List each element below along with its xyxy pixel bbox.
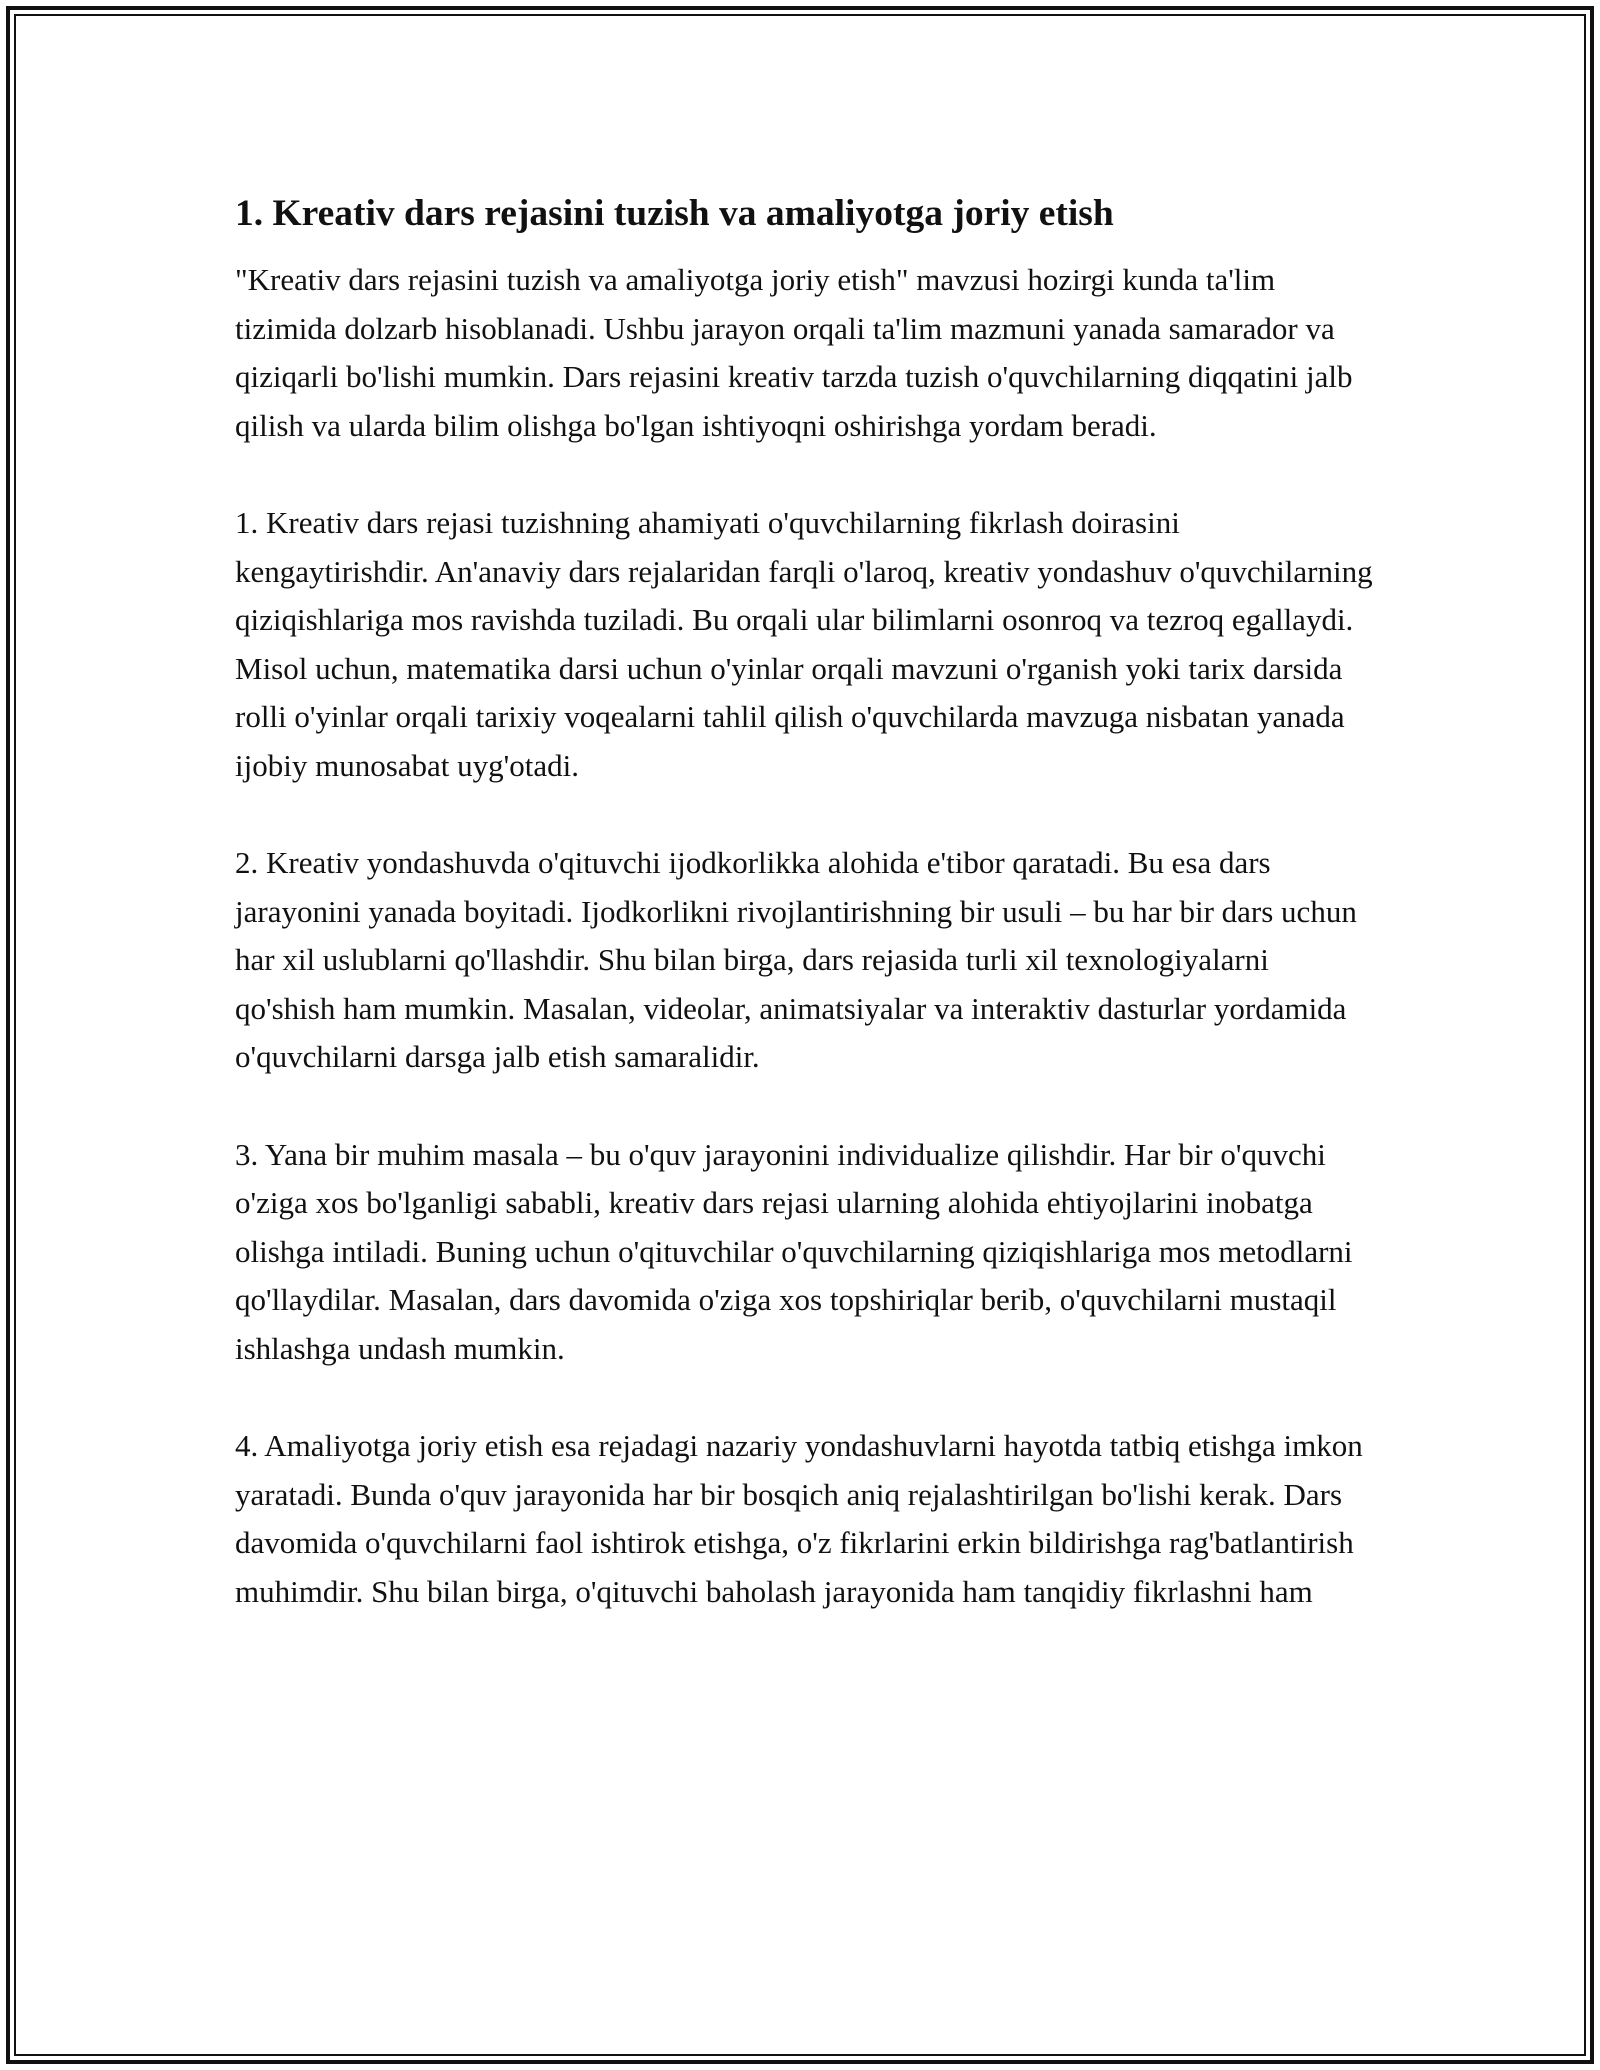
paragraph-intro: "Kreativ dars rejasini tuzish va amaliyotga joriy etish" mavzusi hozirgi kunda ta'lim tizimida dolzarb hisoblanadi. Ushbu jarayon orqali ta'lim mazmuni yanada samarador va qiziqarli bo'lishi mumkin. Dars rejasini kreativ tarzda tuzish o'quvchilarning diqqatini jalb qilish va ularda bilim olishga bo'lgan ishtiyoqni oshirishga yordam beradi. — [235, 262, 1353, 443]
document-body — [235, 186, 1375, 1665]
paragraph-1: 1. Kreativ dars rejasi tuzishning ahamiyati o'quvchilarning fikrlash doirasini kengaytirishdir. An'anaviy dars rejalaridan farqli o'laroq, kreativ yondashuv o'quvchilarning qiziqishlariga mos ravishda tuziladi. Bu orqali ular bilimlarni osonroq va tezroq egallaydi. Misol uchun, matematika darsi uchun o'yinlar orqali mavzuni o'rganish yoki tarix darsida rolli o'yinlar orqali tarixiy voqealarni tahlil qilish o'quvchilarda mavzuga nisbatan yanada ijobiy munosabat uyg'otadi. — [235, 505, 1373, 783]
paragraph-3: 3. Yana bir muhim masala – bu o'quv jarayonini individualize qilishdir. Har bir o'quvchi o'ziga xos bo'lganligi sababli, kreativ dars rejasi ularning alohida ehtiyojlarini inobatga olishga intiladi. Buning uchun o'qituvchilar o'quvchilarning qiziqishlariga mos metodlarni qo'llaydilar. Masalan, dars davomida o'ziga xos topshiriqlar berib, o'quvchilarni mustaqil ishlashga undash mumkin. — [235, 1136, 1353, 1366]
document-title: 1. Kreativ dars rejasini tuzish va amaliyotga joriy etish — [235, 193, 1114, 234]
paragraph-2: 2. Kreativ yondashuvda o'qituvchi ijodkorlikka alohida e'tibor qaratadi. Bu esa dars jarayonini yanada boyitadi. Ijodkorlikni rivojlantirishning bir usuli – bu har bir dars uchun har xil uslublarni qo'llashdir. Shu bilan birga, dars rejasida turli xil texnologiyalarni qo'shish ham mumkin. Masalan, videolar, animatsiyalar va interaktiv dasturlar yordamida o'quvchilarni darsga jalb etish samaralidir. — [235, 845, 1357, 1074]
paragraph-4: 4. Amaliyotga joriy etish esa rejadagi nazariy yondashuvlarni hayotda tatbiq etishga imkon yaratadi. Bunda o'quv jarayonida har bir bosqich aniq rejalashtirilgan bo'lishi kerak. Dars davomida o'quvchilarni faol ishtirok etishga, o'z fikrlarini erkin bildirishga rag'batlantirish muhimdir. Shu bilan birga, o'qituvchi baholash jarayonida ham tanqidiy fikrlashni ham — [235, 1428, 1363, 1609]
